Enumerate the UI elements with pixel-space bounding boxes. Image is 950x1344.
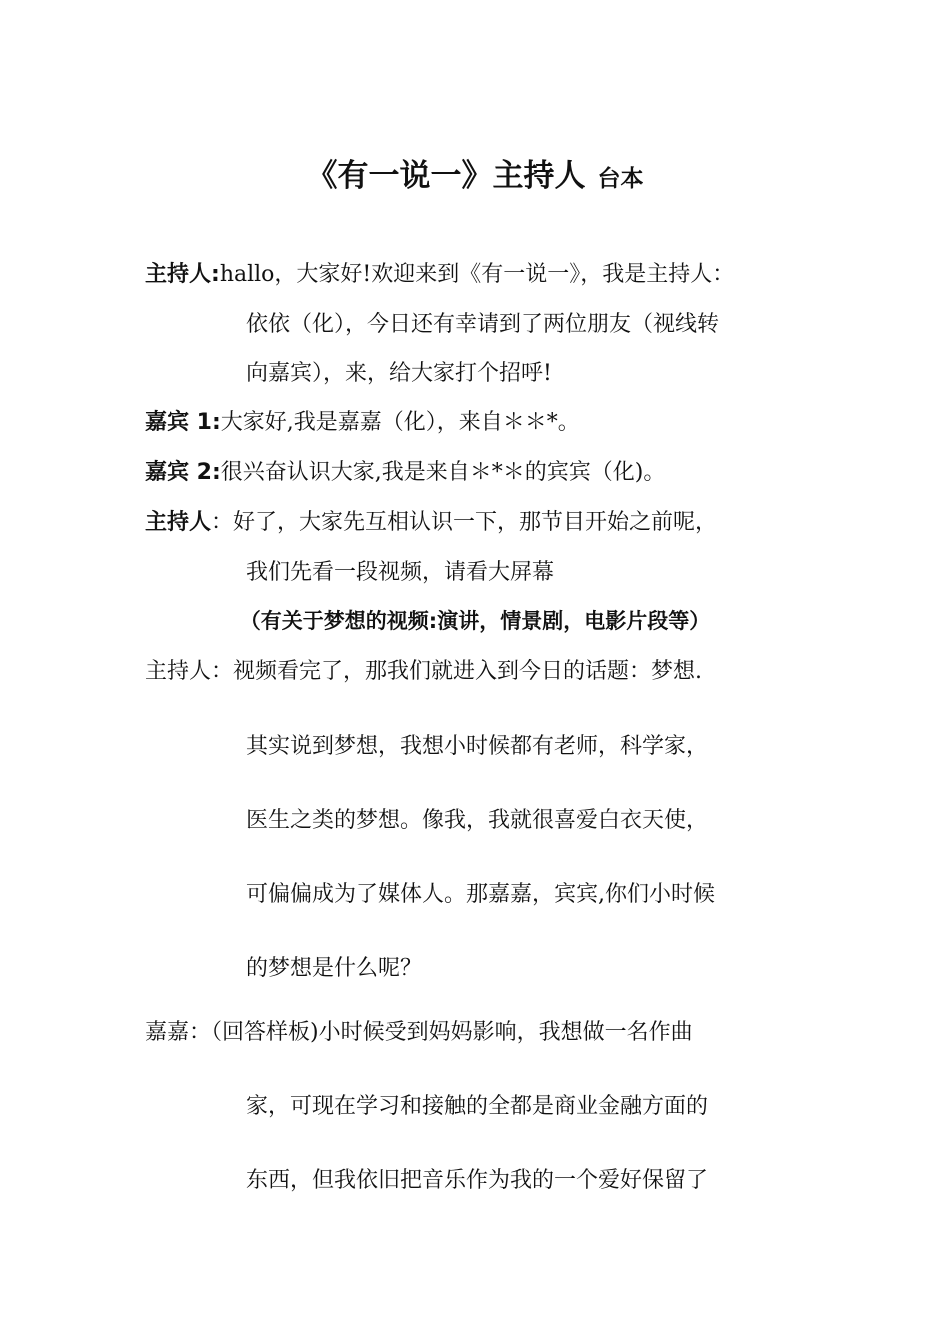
script-line <box>145 260 734 290</box>
script-line <box>145 408 580 438</box>
script-line <box>246 310 719 340</box>
script-line <box>246 1092 708 1122</box>
speaker-label: 主持人 <box>145 510 212 535</box>
speaker-label: 嘉嘉： <box>145 1020 212 1045</box>
line-text: 很兴奋认识大家,我是来自＊*＊的宾宾（化)。 <box>220 460 666 485</box>
document-title <box>0 156 950 199</box>
line-text: 的梦想是什么呢？ <box>246 956 423 981</box>
script-line <box>145 1018 693 1048</box>
line-text: 可偏偏成为了媒体人。那嘉嘉，宾宾,你们小时候 <box>246 882 715 907</box>
script-line <box>145 508 717 538</box>
stage-direction: （有关于梦想的视频:演讲，情景剧，电影片段等） <box>239 609 711 633</box>
line-text: 其实说到梦想，我想小时候都有老师，科学家， <box>246 734 709 759</box>
script-line <box>246 359 552 389</box>
script-line <box>145 458 665 488</box>
line-text: 家，可现在学习和接触的全都是商业金融方面的 <box>246 1094 709 1119</box>
script-line <box>246 558 554 588</box>
line-text: 依依（化），今日还有幸请到了两位朋友（视线转 <box>246 312 720 337</box>
script-line <box>246 954 422 984</box>
line-text: hallo，大家好!欢迎来到《有一说一》，我是主持人： <box>219 262 735 287</box>
speaker-label: 主持人： <box>145 659 234 684</box>
line-text: 视频看完了，那我们就进入到今日的话题：梦想. <box>233 659 703 684</box>
line-text: 东西，但我依旧把音乐作为我的一个爱好保留了 <box>246 1168 709 1193</box>
speaker-label: 主持人: <box>145 262 220 287</box>
line-text: ：好了，大家先互相认识一下，那节目开始之前呢， <box>211 510 718 535</box>
title-sub: 台本 <box>597 166 644 192</box>
speaker-label: 嘉宾 2: <box>145 460 221 485</box>
script-line <box>246 1166 708 1196</box>
title-main: 《有一说一》主持人 <box>306 158 586 194</box>
script-line <box>246 806 708 836</box>
line-text: 我们先看一段视频，请看大屏幕 <box>246 560 555 585</box>
script-line <box>145 657 702 687</box>
speaker-label: 嘉宾 1: <box>145 410 221 435</box>
script-line <box>246 880 715 910</box>
script-line <box>246 732 708 762</box>
line-text: （回答样板)小时候受到妈妈影响，我想做一名作曲 <box>211 1020 693 1045</box>
line-text: 向嘉宾），来，给大家打个招呼! <box>246 361 552 386</box>
line-text: 大家好,我是嘉嘉（化），来自＊＊*。 <box>220 410 580 435</box>
line-text: 医生之类的梦想。像我，我就很喜爱白衣天使， <box>246 808 709 833</box>
